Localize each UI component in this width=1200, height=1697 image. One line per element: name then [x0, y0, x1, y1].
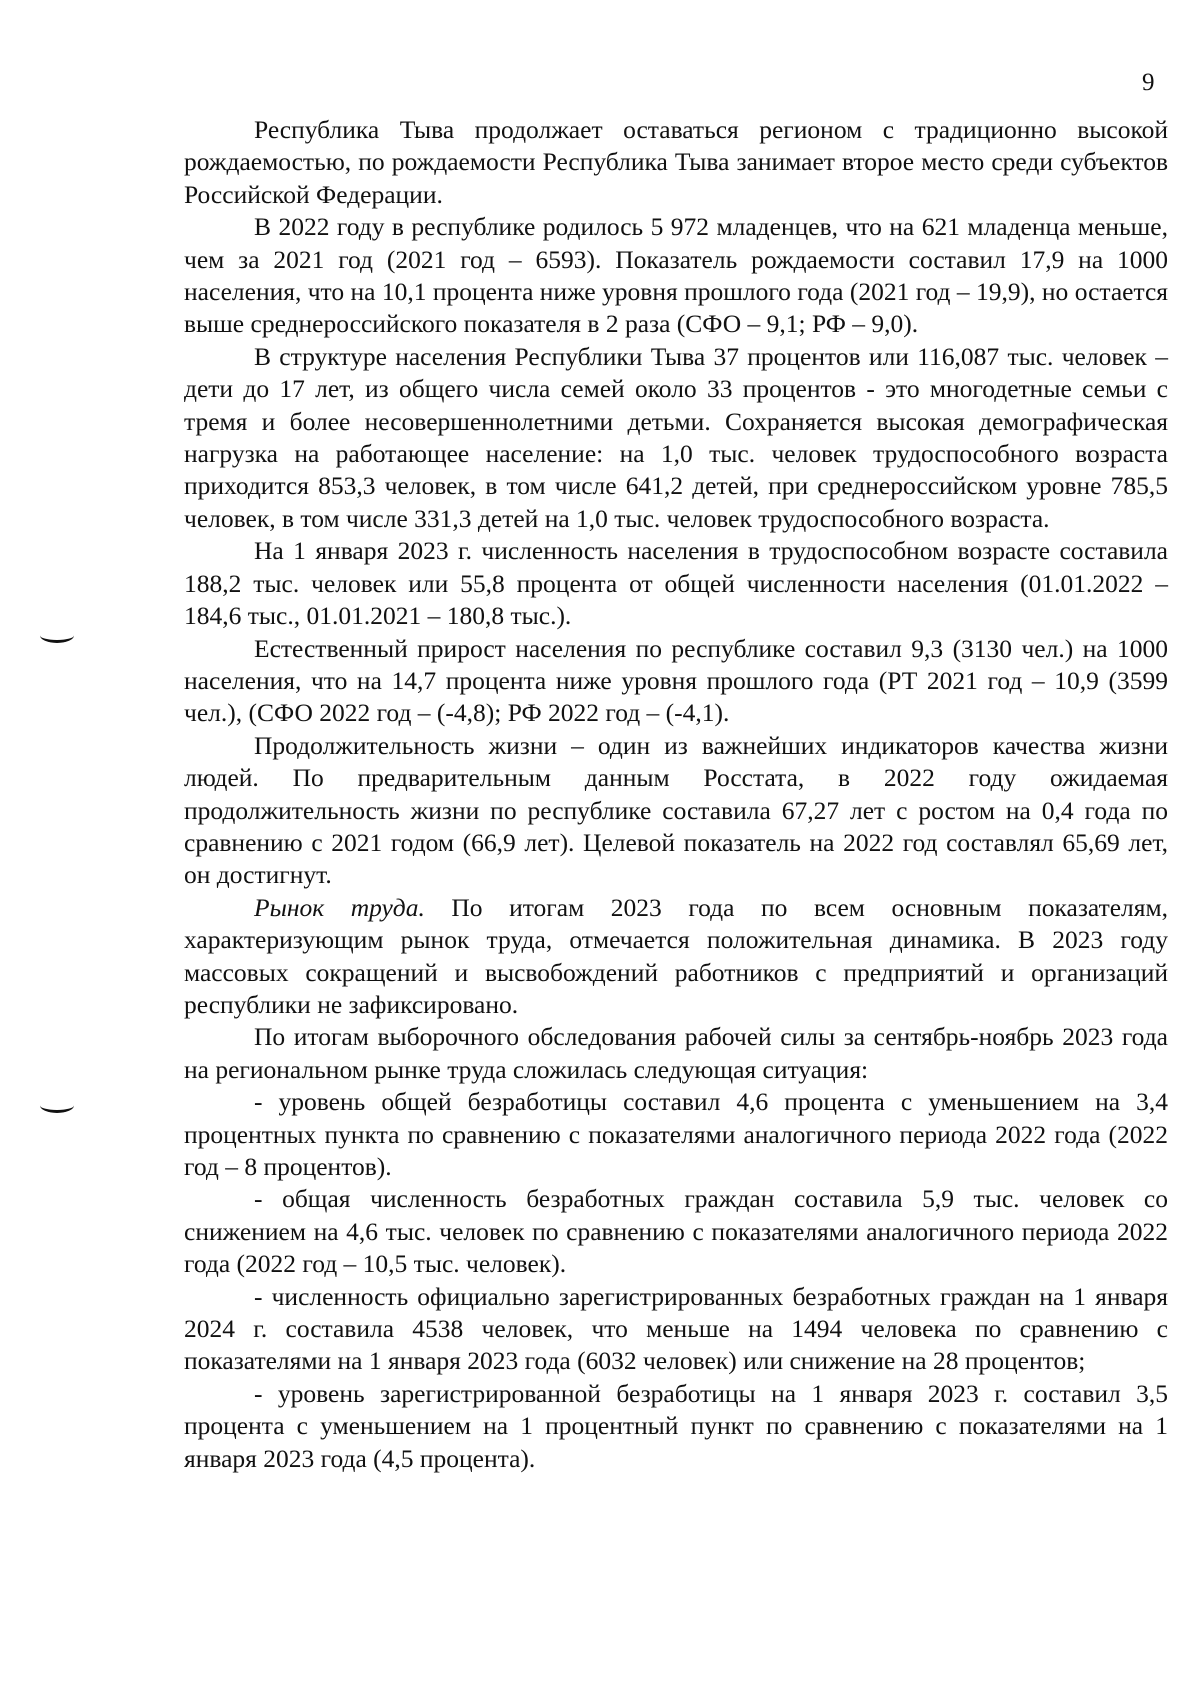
paragraph-working-age: На 1 января 2023 г. численность населения в трудоспособном возрасте составила 188,2 тыс. человек или 55,8 процента от общей численности населения (01.01.2022 – 184,6 тыс., 01.01.2021 – 180,8 тыс.).	[184, 536, 1168, 631]
labor-market-heading: Рынок труда.	[254, 892, 425, 922]
margin-tick-mark	[40, 1098, 74, 1113]
paragraph-survey: По итогам выборочного обследования рабочей силы за сентябрь-ноябрь 2023 года на региональном рынке труда сложилась следующая ситуация:	[184, 1022, 1168, 1084]
paragraph-birth-rate-intro: Республика Тыва продолжает оставаться регионом с традиционно высокой рождаемостью, по рождаемости Республика Тыва занимает второе место среди субъектов Российской Федерации.	[184, 115, 1168, 209]
paragraph-births-2022: В 2022 году в республике родилось 5 972 младенцев, что на 621 младенца меньше, чем за 2021 год (2021 год – 6593). Показатель рождаемости составил 17,9 на 1000 населения, что на 10,1 процента ниже уровня прошлого года (2021 год – 19,9), но остается выше среднероссийского показателя в 2 раза (СФО – 9,1; РФ – 9,0).	[184, 212, 1168, 339]
list-item-unemployment-rate: - уровень общей безработицы составил 4,6 процента с уменьшением на 3,4 процентных пункта по сравнению с показателями аналогичного периода 2022 года (2022 год – 8 процентов).	[184, 1087, 1168, 1181]
page-number: 9	[1142, 69, 1155, 96]
paragraph-population-structure: В структуре населения Республики Тыва 37 процентов или 116,087 тыс. человек – дети до 17 лет, из общего числа семей около 33 процентов - это многодетные семьи с тремя и более несовершеннолетними детьми. Сохраняется высокая демографическая нагрузка на работающее население: на 1,0 тыс. человек трудоспособного возраста приходится 853,3 человек, в том числе 641,2 детей, при среднероссийском уровне 785,5 человек, в том числе 331,3 детей на 1,0 тыс. человек трудоспособного возраста.	[184, 341, 1168, 533]
labor-market-text: По итогам 2023 года по всем основным показателям, характеризующим рынок труда, отмечается положительная динамика. В 2023 году массовых сокращений и высвобождений работников с предприятий и организаций республики не зафиксировано.	[184, 892, 1168, 1019]
body-text	[184, 114, 1168, 1475]
paragraph-life-expectancy: Продолжительность жизни – один из важнейших индикаторов качества жизни людей. По предварительным данным Росстата, в 2022 году ожидаемая продолжительность жизни по республике составила 67,27 лет с ростом на 0,4 года по сравнению с 2021 годом (66,9 лет). Целевой показатель на 2022 год составлял 65,69 лет, он достигнут.	[184, 730, 1168, 890]
list-item-registered-unemployed: - численность официально зарегистрированных безработных граждан на 1 января 2024 г. составила 4538 человек, что меньше на 1494 человека по сравнению с показателями на 1 января 2023 года (6032 человек) или снижение на 28 процентов;	[184, 1281, 1168, 1376]
list-item-unemployed-count: - общая численность безработных граждан составила 5,9 тыс. человек со снижением на 4,6 тыс. человек по сравнению с показателями аналогичного периода 2022 года (2022 год – 10,5 тыс. человек).	[184, 1184, 1168, 1279]
paragraph-natural-growth: Естественный прирост населения по республике составил 9,3 (3130 чел.) на 1000 населения, что на 14,7 процента ниже уровня прошлого года (РТ 2021 год – 10,9 (3599 чел.), (СФО 2022 год – (-4,8); РФ 2022 год – (-4,1).	[184, 633, 1168, 728]
paragraph-labor-market	[184, 892, 1168, 1022]
margin-tick-mark	[40, 628, 74, 643]
list-item-registered-unemployment-rate: - уровень зарегистрированной безработицы на 1 января 2023 г. составил 3,5 процента с уменьшением на 1 процентный пункт по сравнению с показателями на 1 января 2023 года (4,5 процента).	[184, 1378, 1168, 1473]
